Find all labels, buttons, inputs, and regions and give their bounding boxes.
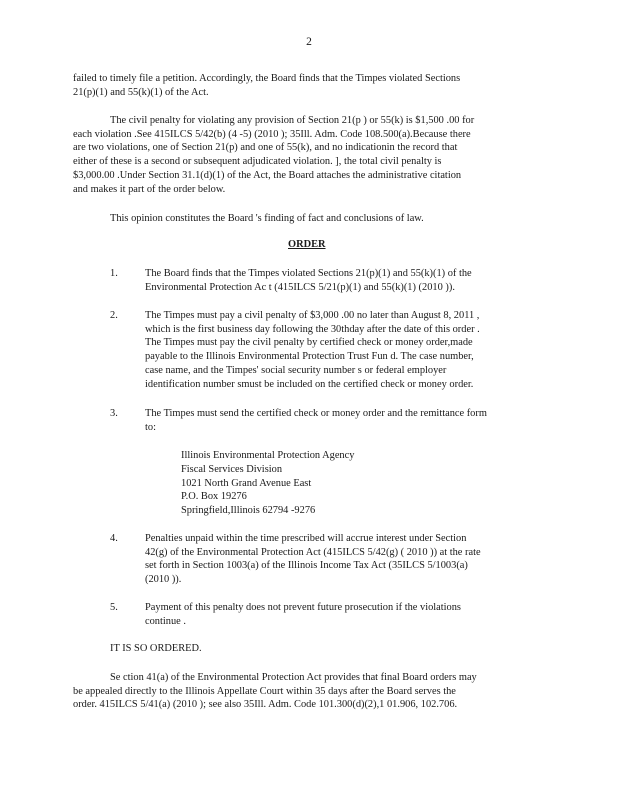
text-line: set forth in Section 1003(a) of the Illinois Income Tax Act (35ILCS 5/1003(a) [145,560,468,572]
text-line: Payment of this penalty does not prevent future prosecution if the violations [145,602,461,613]
text-line: order. 415ILCS 5/41(a) (2010 ); see also 35Ill. Adm. Code 101.300(d)(2),1 01.906, 102.706. [73,699,458,711]
text-line: continue . [145,615,186,627]
text-line: The Timpes must send the certified check or money order and the remittance form [145,408,487,419]
paragraph-intro [73,72,528,99]
text-line: which is the first business day following the 30thday after the date of this order . [145,323,480,335]
text-line: each violation .See 415ILCS 5/42(b) (4 -5) (2010 ); 35Ill. Adm. Code 108.500(a).Because there [73,128,471,140]
address-line: P.O. Box 19276 [181,491,247,503]
order-item-3 [145,407,525,434]
address-line: Illinois Environmental Protection Agency [181,450,355,461]
order-item-1 [145,267,525,294]
paragraph-appeal [73,671,528,712]
text-line: (2010 )). [145,574,182,586]
remittance-address [181,449,354,518]
text-line: The Timpes must pay the civil penalty by certified check or money order,made [145,337,473,349]
text-line: either of these is a second or subsequent adjudicated violation. ], the total civil penalty is [73,156,442,168]
address-line: 1021 North Grand Avenue East [181,477,312,489]
text-line: Environmental Protection Ac t (415ILCS 5/21(p)(1) and 55(k)(1) (2010 )). [145,281,455,293]
text-line: payable to the Illinois Environmental Protection Trust Fun d. The case number, [145,351,474,363]
text-line: and makes it part of the order below. [73,183,226,195]
text-line: The Board finds that the Timpes violated Sections 21(p)(1) and 55(k)(1) of the [145,268,472,279]
text-line: failed to timely file a petition. Accordingly, the Board finds that the Timpes violated Sections [73,73,461,84]
text-line: This opinion constitutes the Board 's finding of fact and conclusions of law. [110,213,424,224]
page-number: 2 [306,36,312,48]
address-line: Fiscal Services Division [181,463,283,475]
text-line: to: [145,421,156,433]
text-line: Penalties unpaid within the time prescribed will accrue interest under Section [145,533,467,544]
item-number: 1. [110,268,118,279]
address-line: Springfield,Illinois 62794 -9276 [181,505,316,517]
paragraph-opinion [110,212,424,226]
order-item-2 [145,309,525,391]
text-line: be appealed directly to the Illinois Appellate Court within 35 days after the Board serves the [73,685,456,697]
item-number: 2. [110,310,118,321]
it-is-so-ordered: IT IS SO ORDERED. [110,643,202,654]
order-item-5 [145,601,525,628]
text-line: $3,000.00 .Under Section 31.1(d)(1) of the Act, the Board attaches the administrative citation [73,169,462,181]
text-line: case name, and the Timpes' social security number s or federal employer [145,364,447,376]
item-number: 4. [110,533,118,544]
text-line: Se ction 41(a) of the Environmental Protection Act provides that final Board orders may [110,672,477,683]
text-line: identification number smust be included on the certified check or money order. [145,378,474,390]
text-line: 21(p)(1) and 55(k)(1) of the Act. [73,86,209,98]
order-item-4 [145,532,525,587]
item-number: 5. [110,602,118,613]
text-line: are two violations, one of Section 21(p) and one of 55(k), and no indicationin the record that [73,142,458,154]
text-line: The Timpes must pay a civil penalty of $3,000 .00 no later than August 8, 2011 , [145,310,480,321]
text-line: 42(g) of the Environmental Protection Act (415ILCS 5/42(g) ( 2010 )) at the rate [145,546,481,558]
order-heading: ORDER [288,239,326,250]
item-number: 3. [110,408,118,419]
text-line: The civil penalty for violating any provision of Section 21(p ) or 55(k) is $1,500 .00 for [110,115,475,126]
paragraph-civil-penalty [73,114,528,196]
